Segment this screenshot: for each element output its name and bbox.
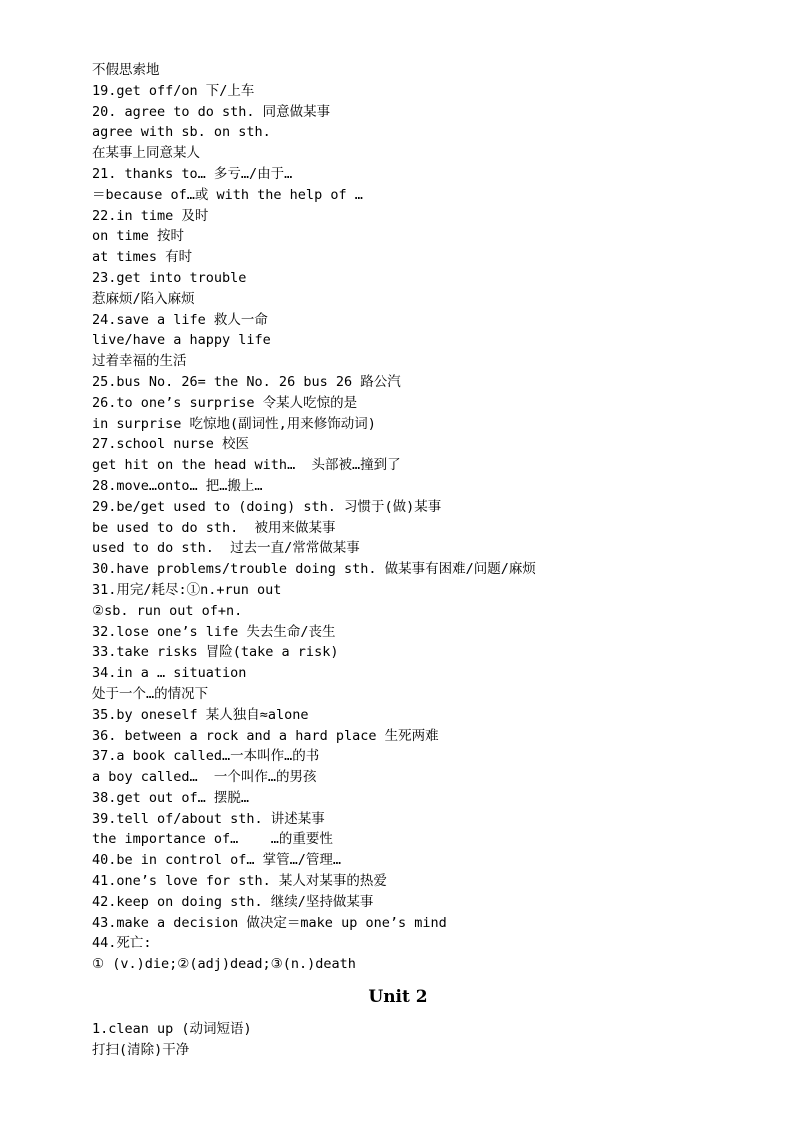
text-line: 40.be in control of… 掌管…/管理… [92,852,342,869]
text-line: a boy called… 一个叫作…的男孩 [92,769,317,786]
text-line: 26.to one’s surprise 令某人吃惊的是 [92,394,358,411]
text-line: live/have a happy life [92,332,271,349]
text-line: 32.lose one’s life 失去生命/丧生 [92,623,336,640]
unit-heading: Unit 2 [368,987,428,1008]
text-line: used to do sth. 过去一直/常常做某事 [92,540,360,557]
text-line: at times 有时 [92,249,193,266]
text-line: 42.keep on doing sth. 继续/坚持做某事 [92,893,374,910]
vocabulary-list-unit1 [92,60,712,975]
text-line: 27.school nurse 校医 [92,436,250,453]
text-line: 36. between a rock and a hard place 生死两难 [92,727,439,744]
text-line: on time 按时 [92,228,185,245]
text-line: agree with sb. on sth. [92,124,271,141]
text-line: 31.用完/耗尽:①n.+run out [92,581,282,598]
text-line: 惹麻烦/陷入麻烦 [92,290,195,307]
text-line: 22.in time 及时 [92,207,209,224]
text-line: the importance of… …的重要性 [92,831,333,848]
text-line: 21. thanks to… 多亏…/由于… [92,165,293,182]
text-line: 23.get into trouble [92,269,247,286]
text-line: 43.make a decision 做决定＝make up one’s mind [92,914,447,931]
text-line: 37.a book called…一本叫作…的书 [92,748,320,765]
text-line: 35.by oneself 某人独自≈alone [92,706,309,723]
text-line: 28.move…onto… 把…搬上… [92,477,263,494]
text-line: 19.get off/on 下/上车 [92,82,255,99]
text-line: 30.have problems/trouble doing sth. 做某事有困难/问题/麻烦 [92,561,536,578]
document-content [92,60,712,1061]
text-line: 在某事上同意某人 [92,145,200,162]
text-line: 1.clean up (动词短语) [92,1021,252,1038]
text-line: 38.get out of… 摆脱… [92,789,250,806]
vocabulary-list-unit2 [92,1019,712,1061]
text-line: 44.死亡: [92,935,152,952]
text-line: ＝because of…或 with the help of … [92,186,363,203]
text-line: 不假思索地 [92,62,160,78]
text-line: ① (v.)die;②(adj)dead;③(n.)death [92,956,356,973]
text-line: 33.take risks 冒险(take a risk) [92,644,339,661]
text-line: 34.in a … situation [92,665,247,682]
text-line: 25.bus No. 26= the No. 26 bus 26 路公汽 [92,373,401,390]
text-line: ②sb. run out of+n. [92,602,243,619]
text-line: 24.save a life 救人一命 [92,311,268,328]
text-line: 41.one’s love for sth. 某人对某事的热爱 [92,873,387,890]
text-line: 39.tell of/about sth. 讲述某事 [92,810,325,827]
text-line: 29.be/get used to (doing) sth. 习惯于(做)某事 [92,498,442,515]
text-line: get hit on the head with… 头部被…撞到了 [92,457,401,474]
text-line: in surprise 吃惊地(副词性,用来修饰动词) [92,415,376,432]
text-line: 处于一个…的情况下 [92,685,209,702]
text-line: 20. agree to do sth. 同意做某事 [92,103,331,120]
text-line: 过着幸福的生活 [92,353,187,370]
text-line: be used to do sth. 被用来做某事 [92,519,336,536]
text-line: 打扫(清除)干净 [92,1041,190,1058]
